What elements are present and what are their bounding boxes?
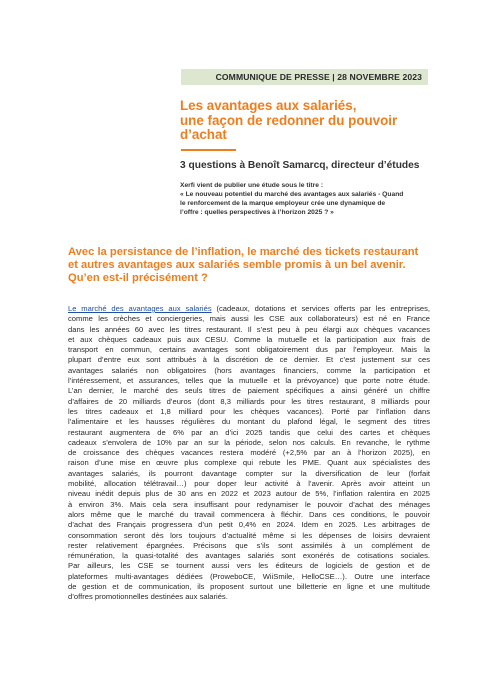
question-line: et autres avantages aux salariés semble promis à un bel avenir. bbox=[68, 259, 406, 271]
body-line-last: d’offres promotionnelles destinées aux salariés. bbox=[68, 592, 228, 602]
intro-line: l’offre : quelles perspectives à l’horizon 2025 ? » bbox=[180, 208, 334, 216]
intro-line: « Le nouveau potentiel du marché des avantages aux salariés - Quand bbox=[180, 190, 404, 198]
body-line: mobilité, allocation télétravail…) pour doper leur activité à l’avenir. Après avoir atteint un bbox=[68, 479, 430, 489]
question-line: Avec la persistance de l’inflation, le marché des tickets restaurant bbox=[68, 246, 419, 258]
body-line: Par ailleurs, les CSE se tournent aussi vers les éditeurs de logiciels de gestion et de bbox=[68, 561, 430, 571]
body-line: l’alimentaire et les hausses régulières du montant du plafond légal, le segment des titres bbox=[68, 417, 430, 427]
body-line: transport en commun, certains avantages sont obligatoirement dus par l’employeur. Mais la bbox=[68, 345, 430, 355]
body-line: alors même que le marché du travail commencera à fléchir. Dans ces conditions, le pouvoir bbox=[68, 509, 430, 519]
body-line: plupart d’entre eux sont attribués à la discrétion de ce dernier. Et c’est justement sur ces bbox=[68, 355, 430, 365]
body-line: l’intéressement, et assurances, telles que la mutuelle et la prévoyance) que porte notre étude. bbox=[68, 376, 430, 386]
body-line: plateformes multi-avantages dédiées (ProweboCE, WiiSmile, HelloCSE…). Outre une interface bbox=[68, 571, 430, 581]
market-study-link[interactable]: Le marché des avantages aux salariés bbox=[68, 304, 212, 313]
title-line: d’achat bbox=[180, 127, 227, 142]
body-line: d’achat des Français progressera d’un petit 0,4% en 2024. Idem en 2025. Les arbitrages de bbox=[68, 520, 430, 530]
study-intro bbox=[180, 182, 440, 218]
body-line: rémunération, la quasi-totalité des avantages salariés sont exonérés de cotisations sociales. bbox=[68, 551, 430, 561]
body-line-rest: (cadeaux, dotations et services offerts par les entreprises, bbox=[211, 304, 430, 313]
body-line: cadeaux s’envolera de 10% par an sur la période, selon nos calculs. En revanche, le rythme bbox=[68, 437, 430, 447]
title-line: Les avantages aux salariés, bbox=[180, 98, 357, 113]
answer-body bbox=[68, 304, 430, 603]
interview-subtitle: 3 questions à Benoît Samarcq, directeur d’études bbox=[180, 160, 420, 171]
title-line: une façon de redonner du pouvoir bbox=[180, 112, 398, 128]
body-line: à environ 3%. Mais cela sera insuffisant pour redynamiser le pouvoir d’achat des ménages bbox=[68, 499, 430, 509]
body-line: de croissance des chèques vacances restera modéré (+2,5% par an à l’horizon 2025), en bbox=[68, 448, 430, 458]
body-line: avantages salariés non obligatoires (hors avantages financiers, comme la participation et bbox=[68, 365, 430, 375]
title-underline bbox=[181, 149, 236, 151]
press-release-date-label: COMMUNIQUE DE PRESSE | 28 NOVEMBRE 2023 bbox=[215, 72, 422, 82]
body-line: rester relativement épargnées. Précisons que s’ils sont assimilés à un complément de bbox=[68, 540, 430, 550]
question-line: Qu’en est-il précisément ? bbox=[68, 272, 208, 284]
question-heading bbox=[68, 246, 448, 285]
body-line: comme les crèches et conciergeries, mais aussi les CSE aux collaborateurs) est né en France bbox=[68, 314, 430, 324]
body-line: dans les années 60 avec les titres restaurant. Il s’est peu à peu élargi aux chèques vacances bbox=[68, 324, 430, 334]
body-line: de gestion et de communication, ils proposent surtout une billetterie en ligne et une multitude bbox=[68, 582, 430, 592]
body-line: L’an dernier, le marché des seuls titres de paiement spécifiques a ainsi généré un chiffre bbox=[68, 386, 430, 396]
body-line: consommation seront dès lors toujours d’actualité même si les dépenses de loisirs devraient bbox=[68, 530, 430, 540]
document-title bbox=[180, 99, 430, 143]
body-line: raison d’une mise en œuvre plus complexe qui rebute les PME. Quant aux spécialistes des bbox=[68, 458, 430, 468]
intro-line: Xerfi vient de publier une étude sous le titre : bbox=[180, 182, 324, 189]
body-line: restaurant augmentera de 6% par an d’ici 2025 tandis que celui des cartes et chèques bbox=[68, 427, 430, 437]
body-line: d’affaires de 20 milliards d’euros (dont 8,3 milliards pour les titres restaurant, 8 milliards pour bbox=[68, 396, 430, 406]
body-line: et aux chèques cadeaux puis aux CESU. Comme la mutuelle et la participation aux frais de bbox=[68, 334, 430, 344]
body-line: avantages salariés, ils pourront davantage compter sur la diversification de leur (forfait bbox=[68, 468, 430, 478]
body-line-first bbox=[68, 304, 430, 314]
press-release-header bbox=[181, 69, 428, 85]
intro-line: le renforcement de la marque employeur crée une dynamique de bbox=[180, 199, 386, 207]
body-line: les titres cadeaux et 1,8 milliard pour les chèques vacances). Porté par l’inflation dans bbox=[68, 406, 430, 416]
body-line: niveau inédit depuis plus de 30 ans en 2022 et 2023 autour de 5%, l’inflation ralentira en 2025 bbox=[68, 489, 430, 499]
